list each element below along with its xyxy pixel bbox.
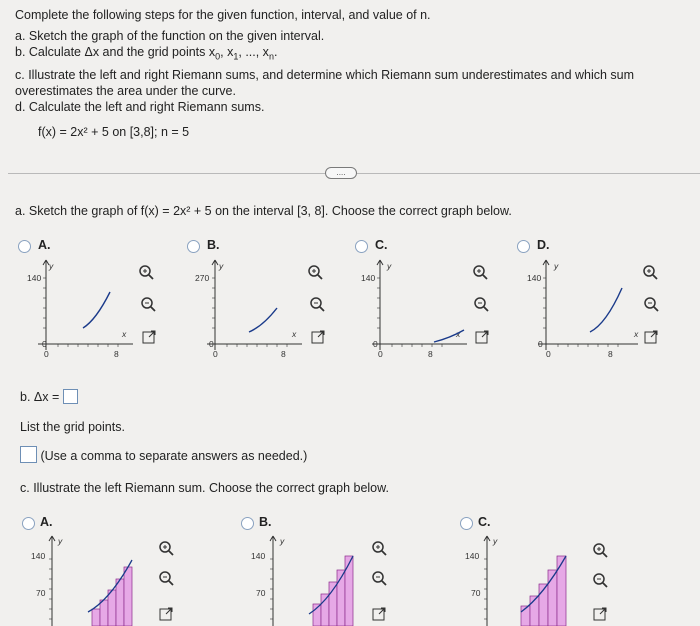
riemann-b-ylab: y: [280, 536, 285, 546]
option-c-x0: 0: [378, 349, 383, 359]
option-d-x0: 0: [546, 349, 551, 359]
zoom-out-icon[interactable]: [643, 296, 659, 312]
riemann-c-ylab: y: [493, 536, 498, 546]
zoom-out-icon[interactable]: [309, 296, 325, 312]
riemann-c-radio[interactable]: [460, 517, 473, 530]
option-b-ylab: y: [219, 261, 224, 271]
grid-points-hint: (Use a comma to separate answers as needed.): [40, 449, 308, 463]
grid-points-row: [20, 446, 307, 463]
riemann-c-ymax: 140: [465, 551, 480, 561]
riemann-a-label: A.: [40, 515, 53, 529]
zoom-in-icon[interactable]: [592, 542, 608, 558]
step-a: a. Sketch the graph of the function on the given interval.: [15, 29, 325, 43]
step-b-text: b. Calculate Δx and the grid points x: [15, 45, 216, 59]
riemann-c-label: C.: [478, 515, 491, 529]
instructions-intro: Complete the following steps for the given function, interval, and value of n.: [15, 8, 431, 22]
option-a-x0: 0: [44, 349, 49, 359]
option-d-yzero: 0: [538, 339, 543, 349]
riemann-a-radio[interactable]: [22, 517, 35, 530]
option-b-radio[interactable]: [187, 240, 200, 253]
list-grid-label: List the grid points.: [20, 420, 125, 434]
option-b-graph[interactable]: [175, 232, 350, 372]
zoom-out-icon[interactable]: [371, 570, 387, 586]
grid-points-input[interactable]: [20, 446, 37, 463]
option-a-graph[interactable]: [0, 232, 175, 372]
zoom-in-icon[interactable]: [307, 264, 323, 280]
part-c-prompt: c. Illustrate the left Riemann sum. Choose the correct graph below.: [20, 481, 389, 495]
option-a-yzero: 0: [42, 339, 47, 349]
part-a-prompt: a. Sketch the graph of f(x) = 2x² + 5 on the interval [3, 8]. Choose the correct graph below.: [15, 204, 512, 218]
option-b-plot: [207, 258, 307, 358]
option-c-xtick: 8: [428, 349, 433, 359]
expand-graph-icon[interactable]: [158, 606, 174, 622]
option-d-label: D.: [537, 238, 550, 252]
expand-button[interactable]: ....: [325, 167, 357, 179]
expand-graph-icon[interactable]: [592, 606, 608, 622]
option-b-x0: 0: [213, 349, 218, 359]
zoom-out-icon[interactable]: [473, 296, 489, 312]
dx-label: b. Δx =: [20, 390, 60, 404]
option-c-ylab: y: [387, 261, 392, 271]
option-a-label: A.: [38, 238, 51, 252]
function-definition: f(x) = 2x² + 5 on [3,8]; n = 5: [38, 125, 190, 139]
grid-sub-n: n: [268, 51, 274, 62]
option-c-xlab: x: [456, 329, 461, 339]
riemann-c-ymid: 70: [471, 588, 481, 598]
riemann-b-plot: [267, 534, 357, 626]
option-d-xtick: 8: [608, 349, 613, 359]
riemann-a-plot: [46, 534, 136, 626]
riemann-b-ymid: 70: [256, 588, 266, 598]
expand-graph-icon[interactable]: [310, 329, 326, 345]
grid-sep: , x: [220, 45, 234, 59]
option-c-graph[interactable]: [340, 232, 520, 372]
option-a-plot: [38, 258, 138, 358]
option-b-yzero: 0: [209, 339, 214, 349]
riemann-b-label: B.: [259, 515, 272, 529]
step-d: d. Calculate the left and right Riemann sums.: [15, 100, 265, 114]
step-b: b. Calculate Δx and the grid points $x_0$, $x_1$, ..., $x_n$.: [15, 45, 278, 62]
option-c-ymax: 140: [361, 273, 376, 283]
option-c-radio[interactable]: [355, 240, 368, 253]
expand-graph-icon[interactable]: [141, 329, 157, 345]
option-c-yzero: 0: [373, 339, 378, 349]
riemann-a-ylab: y: [58, 536, 63, 546]
option-b-label: B.: [207, 238, 220, 252]
option-b-ymax: 270: [195, 273, 210, 283]
part-b-dx: [20, 389, 78, 404]
riemann-b-radio[interactable]: [241, 517, 254, 530]
option-d-ymax: 140: [527, 273, 542, 283]
option-c-label: C.: [375, 238, 388, 252]
option-b-xtick: 8: [281, 349, 286, 359]
option-d-radio[interactable]: [517, 240, 530, 253]
option-d-ylab: y: [554, 261, 559, 271]
zoom-out-icon[interactable]: [140, 296, 156, 312]
riemann-a-ymid: 70: [36, 588, 46, 598]
expand-graph-icon[interactable]: [474, 329, 490, 345]
dx-input[interactable]: [63, 389, 78, 404]
option-d-graph[interactable]: [510, 232, 700, 372]
option-d-xlab: x: [634, 329, 639, 339]
grid-sub-1: 1: [233, 51, 239, 62]
zoom-in-icon[interactable]: [472, 264, 488, 280]
option-a-radio[interactable]: [18, 240, 31, 253]
expand-graph-icon[interactable]: [643, 329, 659, 345]
option-a-ymax: 140: [27, 273, 42, 283]
zoom-in-icon[interactable]: [138, 264, 154, 280]
option-c-plot: [372, 258, 472, 358]
zoom-out-icon[interactable]: [158, 570, 174, 586]
zoom-in-icon[interactable]: [642, 264, 658, 280]
option-a-ylab: y: [49, 261, 54, 271]
grid-sub-0: 0: [215, 51, 221, 62]
riemann-c-plot: [481, 534, 571, 626]
riemann-a-ymax: 140: [31, 551, 46, 561]
step-c-line2: overestimates the area under the curve.: [15, 84, 236, 98]
grid-ellipsis: , ..., x: [238, 45, 269, 59]
option-a-xlab: x: [122, 329, 127, 339]
riemann-option-a[interactable]: [0, 510, 220, 626]
zoom-out-icon[interactable]: [592, 572, 608, 588]
option-d-plot: [538, 258, 643, 358]
riemann-b-ymax: 140: [251, 551, 266, 561]
expand-graph-icon[interactable]: [371, 606, 387, 622]
riemann-option-b[interactable]: [225, 510, 445, 626]
zoom-in-icon[interactable]: [158, 540, 174, 556]
option-b-xlab: x: [292, 329, 297, 339]
zoom-in-icon[interactable]: [371, 540, 387, 556]
riemann-option-c[interactable]: [445, 510, 700, 626]
step-c-line1: c. Illustrate the left and right Riemann sums, and determine which Riemann sum underestimates and which sum: [15, 68, 635, 82]
option-a-xtick: 8: [114, 349, 119, 359]
